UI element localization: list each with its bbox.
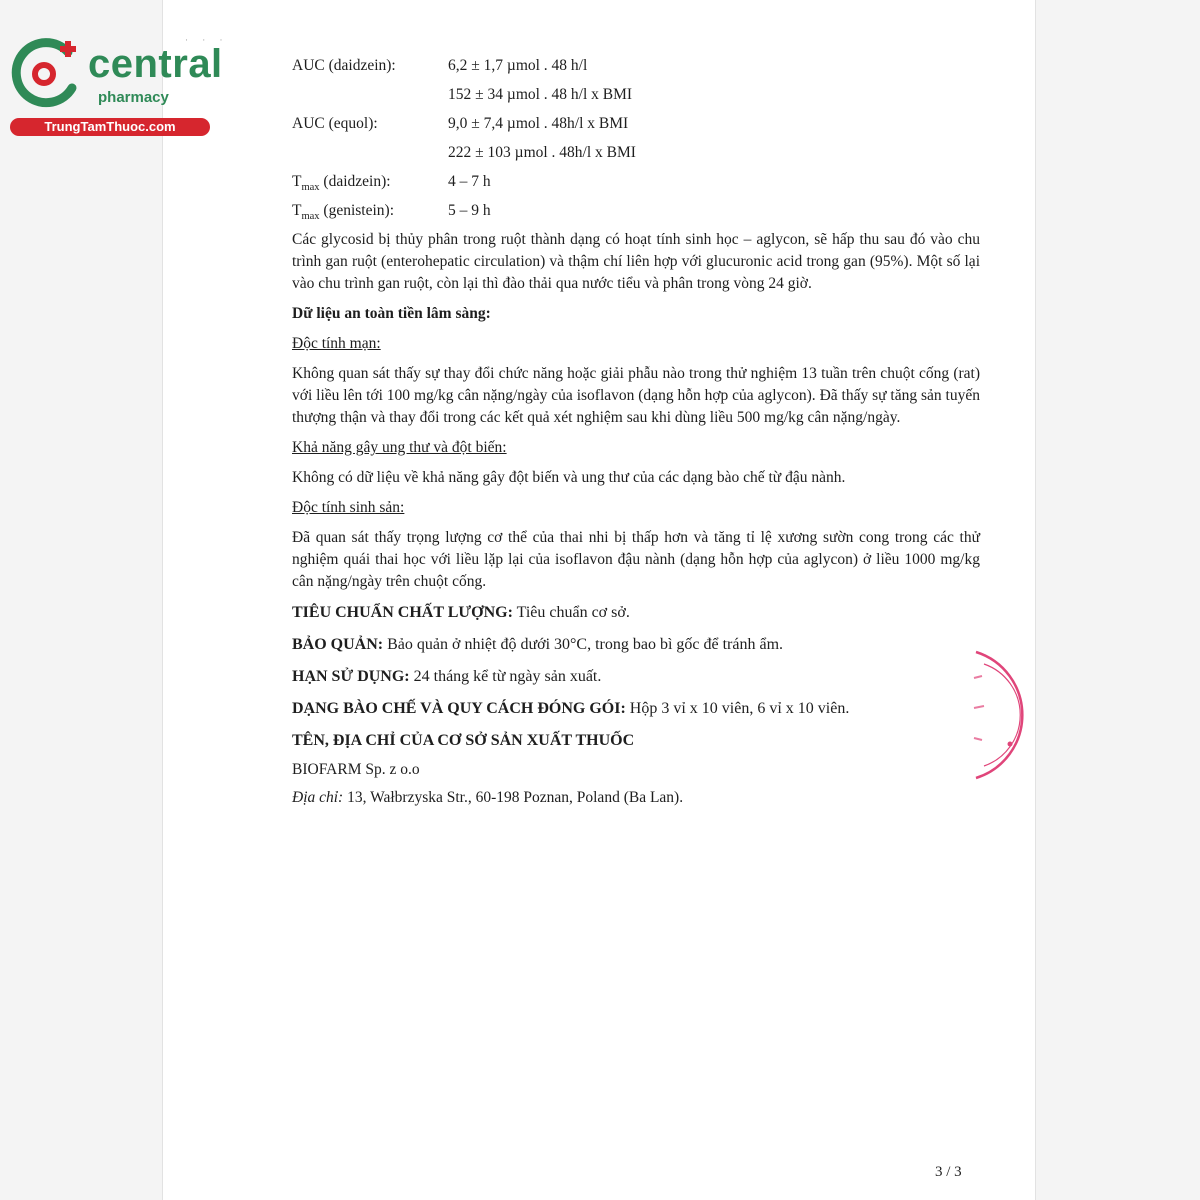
manufacturer-heading: TÊN, ĐỊA CHỈ CỦA CƠ SỞ SẢN XUẤT THUỐC [292,732,635,749]
logo-site-badge[interactable]: TrungTamThuoc.com [10,118,210,136]
glycosid-paragraph: Các glycosid bị thủy phân trong ruột thành dạng có hoạt tính sinh học – aglycon, sẽ hấp thu sau đó vào chu trình gan ruột (enterohepatic circulation) và thậm chí liên hợp với glucuronic acid trong gan (95%). Một số lại vào chu trình gan ruột, còn lại thì đào thải qua nước tiểu và phân trong vòng 24 giờ. [292,231,980,292]
logo-brand-text: central [88,42,223,86]
quality-label: TIÊU CHUẨN CHẤT LƯỢNG: [292,604,513,621]
chronic-toxicity-text: Không quan sát thấy sự thay đổi chức năng hoặc giải phẫu nào trong thử nghiệm 13 tuần trên chuột cống (rat) với liều lên tới 100 mg/kg cân nặng/ngày của isoflavon (dạng hỗn hợp của aglycon). Đã thấy sự tăng sản tuyến thượng thận và thay đổi trong các kết quả xét nghiệm sau khi dùng liều 500 mg/kg cân nặng/ngày. [292,365,980,426]
carcinogenicity-text: Không có dữ liệu về khả năng gây đột biến và ung thư của các dạng bào chế từ đậu nành. [292,469,846,486]
document-content [292,55,980,815]
address-value: 13, Wałbrzyska Str., 60-198 Poznan, Poland (Ba Lan). [343,789,684,806]
pk-label-t: T [292,202,302,219]
pk-row [292,84,980,113]
chronic-toxicity-title: Độc tính mạn: [292,335,381,352]
pk-label-rest: (daidzein): [319,173,391,190]
pk-value: 222 ± 103 µmol . 48h/l x BMI [448,144,636,161]
reproductive-toxicity-title: Độc tính sinh sản: [292,499,405,516]
pharmacokinetic-values [292,55,980,229]
reproductive-toxicity-text: Đã quan sát thấy trọng lượng cơ thể của thai nhi bị thấp hơn và tăng tỉ lệ xương sườn cong trong các thử nghiệm quái thai học với liều lặp lại của isoflavon đậu nành (dạng hỗn hợp của aglycon) ở liều 1000 mg/kg cân nặng/ngày trên chuột cống. [292,529,980,590]
pk-row [292,171,980,200]
pk-value: 4 – 7 h [448,173,491,190]
manufacturer-address [292,787,980,809]
address-label: Địa chỉ: [292,789,344,806]
pk-row [292,200,980,229]
central-pharmacy-logo [10,38,223,138]
pk-value: 5 – 9 h [448,202,491,219]
pk-value: 152 ± 34 µmol . 48 h/l x BMI [448,86,633,103]
pk-label-rest: (genistein): [319,202,395,219]
quality-standard-line [292,601,980,625]
logo-sub-text: pharmacy [98,89,169,106]
pk-label: AUC (equol): [292,115,378,132]
pk-label [292,200,394,228]
dosage-form-label: DẠNG BÀO CHẾ VÀ QUY CÁCH ĐÓNG GÓI: [292,700,626,717]
storage-value: Bảo quản ở nhiệt độ dưới 30°C, trong bao bì gốc để tránh ẩm. [383,636,784,653]
pk-label-t: T [292,173,302,190]
pk-label-subscript: max [301,211,320,223]
scan-specks: · · · [185,35,229,45]
expiry-label: HẠN SỬ DỤNG: [292,668,410,685]
pk-label: AUC (daidzein): [292,57,396,74]
pk-label [292,171,391,199]
pk-label-subscript: max [301,182,320,194]
pk-value: 9,0 ± 7,4 µmol . 48h/l x BMI [448,115,629,132]
pk-value: 6,2 ± 1,7 µmol . 48 h/l [448,57,588,74]
page-number: 3 / 3 [935,1164,962,1180]
dosage-form-line [292,697,980,721]
dosage-form-value: Hộp 3 vỉ x 10 viên, 6 vỉ x 10 viên. [625,700,850,717]
company-seal-stamp [970,648,1026,782]
carcinogenicity-title: Khả năng gây ung thư và đột biến: [292,439,507,456]
pk-row [292,55,980,84]
pk-row [292,142,980,171]
pk-row [292,113,980,142]
expiry-value: 24 tháng kể từ ngày sản xuất. [409,668,602,685]
pharmacy-cross-logo-icon [10,38,90,110]
manufacturer-heading-line [292,729,980,753]
quality-value: Tiêu chuẩn cơ sở. [512,604,630,621]
storage-label: BẢO QUẢN: [292,636,384,653]
manufacturer-name: BIOFARM Sp. z o.o [292,761,420,778]
preclinical-heading: Dữ liệu an toàn tiền lâm sàng: [292,305,491,322]
storage-line [292,633,980,657]
expiry-line [292,665,980,689]
